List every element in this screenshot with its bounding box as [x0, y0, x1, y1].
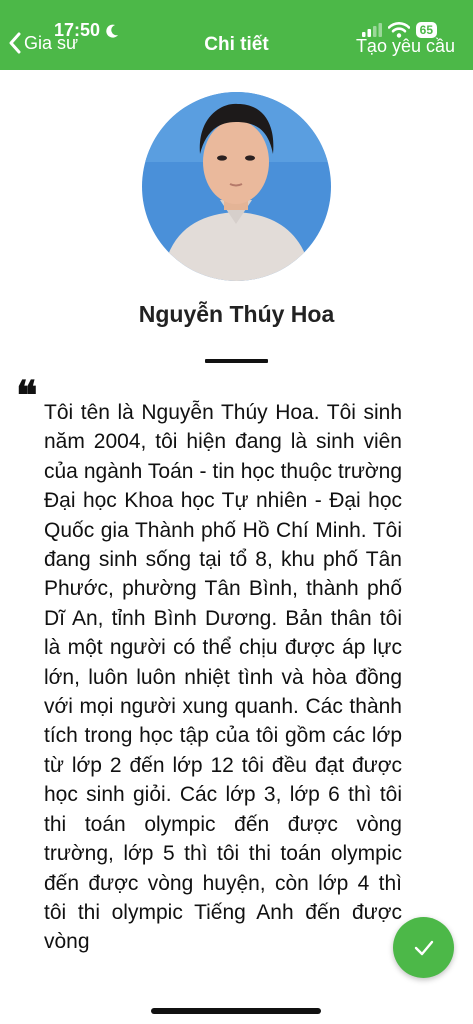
app-header — [0, 0, 473, 70]
tutor-name: Nguyễn Thúy Hoa — [138, 301, 335, 327]
battery-icon: 65 — [416, 22, 437, 38]
checkmark-icon — [413, 939, 435, 957]
home-indicator[interactable] — [151, 1008, 321, 1014]
confirm-button[interactable] — [393, 917, 454, 978]
divider — [205, 359, 268, 363]
avatar-photo — [142, 92, 331, 281]
status-time-text: 17:50 — [54, 20, 101, 40]
page-title: Chi tiết — [204, 34, 269, 55]
create-request-button[interactable]: Tạo yêu cầu — [355, 36, 455, 56]
tutor-bio: Tôi tên là Nguyễn Thúy Hoa. Tôi sinh năm 2004, tôi hiện đang là sinh viên của ngành Toán - tin học thuộc trường Đại học Khoa học Tự nhiên - Đại học Quốc gia Thành phố Hồ Chí Minh. Tôi đang sinh sống tại tổ 8, khu phố Tân Phước, phường Tân Bình, thành phố Dĩ An, tỉnh Bình Dương. Bản thân tôi là một người có thể chịu được áp lực lớn, luôn luôn nhiệt tình và hòa đồng với mọi người xung quanh. Các thành tích trong học tập của tôi gồm các lớp từ lớp 2 đến lớp 12 tôi đều đạt được học sinh giỏi. Các lớp 3, lớp 6 thì tôi thi toán olympic đến được vòng trường, lớp 5 thì tôi thi toán olympic đến được vòng huyện, còn lớp 4 thì tôi thi olympic Tiếng Anh đến được vòng — [44, 401, 402, 954]
avatar — [142, 92, 331, 281]
quote-icon: ❝ — [16, 372, 38, 419]
back-label: Gia sư — [24, 32, 79, 53]
